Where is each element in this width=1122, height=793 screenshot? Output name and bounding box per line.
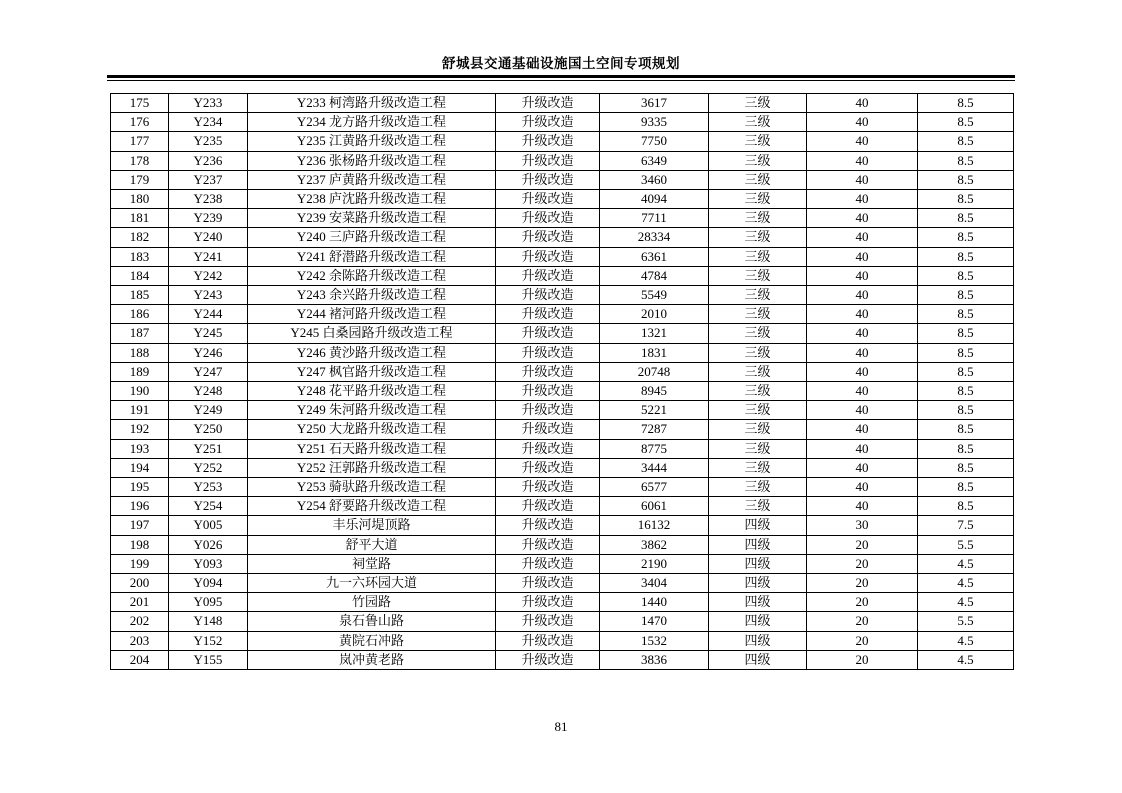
table-cell: 20 (807, 535, 918, 554)
table-cell: 1321 (600, 324, 709, 343)
table-cell: 三级 (709, 420, 807, 439)
table-cell: 16132 (600, 516, 709, 535)
table-cell: 180 (111, 190, 169, 209)
table-cell: 1440 (600, 593, 709, 612)
table-cell: 40 (807, 343, 918, 362)
table-cell: 8.5 (918, 286, 1014, 305)
table-cell: 升级改造 (496, 343, 600, 362)
table-row (111, 286, 1014, 305)
table-cell: 四级 (709, 554, 807, 573)
table-row (111, 170, 1014, 189)
table-cell: Y236 张杨路升级改造工程 (248, 151, 496, 170)
table-cell: Y239 安菜路升级改造工程 (248, 209, 496, 228)
table-cell: 升级改造 (496, 362, 600, 381)
table-cell: 197 (111, 516, 169, 535)
table-cell: 201 (111, 593, 169, 612)
table-cell: 升级改造 (496, 324, 600, 343)
table-cell: 3460 (600, 170, 709, 189)
table-cell: 40 (807, 94, 918, 113)
table-cell: 191 (111, 401, 169, 420)
table-cell: 1532 (600, 631, 709, 650)
table-row (111, 631, 1014, 650)
table-cell: 177 (111, 132, 169, 151)
table-cell: 193 (111, 439, 169, 458)
table-cell: 184 (111, 266, 169, 285)
table-cell: 升级改造 (496, 574, 600, 593)
table-cell: Y093 (169, 554, 248, 573)
table-cell: 三级 (709, 362, 807, 381)
table-cell: Y005 (169, 516, 248, 535)
table-cell: 升级改造 (496, 535, 600, 554)
table-cell: 升级改造 (496, 132, 600, 151)
road-upgrade-projects-table (110, 93, 1014, 670)
table-cell: 198 (111, 535, 169, 554)
table-cell: 1470 (600, 612, 709, 631)
table-cell: 4.5 (918, 631, 1014, 650)
table-cell: Y240 (169, 228, 248, 247)
table-row (111, 324, 1014, 343)
table-row (111, 554, 1014, 573)
table-cell: 20 (807, 554, 918, 573)
table-cell: 升级改造 (496, 458, 600, 477)
table-cell: Y239 (169, 209, 248, 228)
table-cell: 6061 (600, 497, 709, 516)
table-cell: Y247 (169, 362, 248, 381)
table-cell: Y238 庐沈路升级改造工程 (248, 190, 496, 209)
table-cell: Y249 朱河路升级改造工程 (248, 401, 496, 420)
table-cell: 四级 (709, 516, 807, 535)
table-row (111, 612, 1014, 631)
table-cell: 升级改造 (496, 401, 600, 420)
table-cell: 8.5 (918, 343, 1014, 362)
table-cell: 四级 (709, 535, 807, 554)
table-cell: 三级 (709, 401, 807, 420)
table-cell: 三级 (709, 478, 807, 497)
table-cell: 186 (111, 305, 169, 324)
table-cell: 40 (807, 228, 918, 247)
table-cell: 40 (807, 382, 918, 401)
table-cell: Y245 (169, 324, 248, 343)
header-rule (107, 75, 1015, 81)
table-cell: 40 (807, 151, 918, 170)
table-cell: Y251 (169, 439, 248, 458)
table-cell: 黄院石冲路 (248, 631, 496, 650)
table-cell: 40 (807, 401, 918, 420)
table-cell: 40 (807, 247, 918, 266)
table-cell: 升级改造 (496, 228, 600, 247)
table-row (111, 420, 1014, 439)
table-cell: 升级改造 (496, 190, 600, 209)
table-cell: 升级改造 (496, 650, 600, 669)
table-cell: 40 (807, 209, 918, 228)
table-cell: 8.5 (918, 190, 1014, 209)
table-cell: 三级 (709, 343, 807, 362)
table-row (111, 650, 1014, 669)
table-cell: Y244 (169, 305, 248, 324)
table-cell: 175 (111, 94, 169, 113)
table-cell: Y250 大龙路升级改造工程 (248, 420, 496, 439)
table-cell: 5.5 (918, 612, 1014, 631)
table-cell: 四级 (709, 574, 807, 593)
table-row (111, 305, 1014, 324)
table-cell: 8.5 (918, 439, 1014, 458)
header-title: 舒城县交通基础设施国土空间专项规划 (442, 56, 680, 71)
table-cell: 三级 (709, 247, 807, 266)
table-cell: 7287 (600, 420, 709, 439)
table-cell: 6361 (600, 247, 709, 266)
table-row (111, 151, 1014, 170)
table-row (111, 228, 1014, 247)
page-number: 81 (554, 719, 568, 734)
table-cell: 三级 (709, 209, 807, 228)
table-cell: 204 (111, 650, 169, 669)
table-cell: 8.5 (918, 94, 1014, 113)
table-cell: Y234 龙方路升级改造工程 (248, 113, 496, 132)
table-cell: 40 (807, 478, 918, 497)
table-cell: 40 (807, 324, 918, 343)
table-cell: Y246 (169, 343, 248, 362)
table-cell: 泉石鲁山路 (248, 612, 496, 631)
table-cell: Y251 石天路升级改造工程 (248, 439, 496, 458)
table-cell: 三级 (709, 228, 807, 247)
table-cell: 20 (807, 631, 918, 650)
table-cell: 8.5 (918, 420, 1014, 439)
table-cell: 4.5 (918, 554, 1014, 573)
table-cell: Y248 花平路升级改造工程 (248, 382, 496, 401)
table-cell: 三级 (709, 113, 807, 132)
table-cell: 190 (111, 382, 169, 401)
table-row (111, 190, 1014, 209)
table-cell: Y249 (169, 401, 248, 420)
table-cell: 187 (111, 324, 169, 343)
table-cell: 3836 (600, 650, 709, 669)
table-cell: 8.5 (918, 151, 1014, 170)
table-cell: Y235 (169, 132, 248, 151)
table-cell: 4.5 (918, 650, 1014, 669)
table-cell: Y152 (169, 631, 248, 650)
table-cell: 40 (807, 113, 918, 132)
table-cell: 194 (111, 458, 169, 477)
table-cell: 升级改造 (496, 209, 600, 228)
table-row (111, 113, 1014, 132)
table-cell: Y243 余兴路升级改造工程 (248, 286, 496, 305)
table-cell: 升级改造 (496, 554, 600, 573)
table-cell: Y236 (169, 151, 248, 170)
table-row (111, 497, 1014, 516)
table-cell: 8.5 (918, 458, 1014, 477)
table-cell: 7750 (600, 132, 709, 151)
table-cell: 7711 (600, 209, 709, 228)
table-cell: 三级 (709, 305, 807, 324)
table-cell: 6349 (600, 151, 709, 170)
table-cell: 4784 (600, 266, 709, 285)
page-footer (108, 719, 1014, 735)
table-cell: Y253 骑驮路升级改造工程 (248, 478, 496, 497)
table-cell: 20748 (600, 362, 709, 381)
table-cell: 4094 (600, 190, 709, 209)
table-row (111, 382, 1014, 401)
table-cell: 4.5 (918, 574, 1014, 593)
table-cell: 20 (807, 574, 918, 593)
table-cell: 三级 (709, 382, 807, 401)
table-cell: Y254 (169, 497, 248, 516)
table-row (111, 247, 1014, 266)
table-cell: 四级 (709, 650, 807, 669)
table-cell: 升级改造 (496, 439, 600, 458)
table-cell: Y237 (169, 170, 248, 189)
table-cell: 40 (807, 420, 918, 439)
table-cell: 三级 (709, 266, 807, 285)
table-row (111, 209, 1014, 228)
table-cell: Y247 枫官路升级改造工程 (248, 362, 496, 381)
table-cell: 丰乐河堤顶路 (248, 516, 496, 535)
header-rule-thick-line (107, 75, 1015, 78)
table-row (111, 343, 1014, 362)
table-cell: 8.5 (918, 228, 1014, 247)
table-cell: 8.5 (918, 401, 1014, 420)
table-cell: Y248 (169, 382, 248, 401)
table-cell: 8.5 (918, 170, 1014, 189)
table-row (111, 478, 1014, 497)
table-row (111, 401, 1014, 420)
table-cell: 5549 (600, 286, 709, 305)
table-cell: Y026 (169, 535, 248, 554)
table-cell: 40 (807, 266, 918, 285)
table-cell: 181 (111, 209, 169, 228)
table-cell: 岚冲黄老路 (248, 650, 496, 669)
table-row (111, 593, 1014, 612)
table-cell: 九一六环园大道 (248, 574, 496, 593)
table-cell: 升级改造 (496, 420, 600, 439)
table-cell: 三级 (709, 151, 807, 170)
table-cell: 8.5 (918, 478, 1014, 497)
table-cell: Y148 (169, 612, 248, 631)
table-cell: 四级 (709, 593, 807, 612)
table-cell: 三级 (709, 286, 807, 305)
table-cell: 200 (111, 574, 169, 593)
table-cell: Y238 (169, 190, 248, 209)
table-cell: 竹园路 (248, 593, 496, 612)
header-rule-thin-line (107, 80, 1015, 81)
table-cell: 28334 (600, 228, 709, 247)
table-cell: 40 (807, 497, 918, 516)
table-cell: 8.5 (918, 113, 1014, 132)
table-cell: 203 (111, 631, 169, 650)
table-cell: Y095 (169, 593, 248, 612)
table-cell: Y233 (169, 94, 248, 113)
table-cell: 40 (807, 439, 918, 458)
table-cell: 195 (111, 478, 169, 497)
table-cell: 升级改造 (496, 266, 600, 285)
table-cell: Y241 (169, 247, 248, 266)
table-cell: 8945 (600, 382, 709, 401)
table-cell: 6577 (600, 478, 709, 497)
table-cell: Y242 余陈路升级改造工程 (248, 266, 496, 285)
table-cell: 升级改造 (496, 478, 600, 497)
table-row (111, 516, 1014, 535)
table-cell: 7.5 (918, 516, 1014, 535)
table-cell: 三级 (709, 170, 807, 189)
table-cell: 192 (111, 420, 169, 439)
table-cell: 三级 (709, 190, 807, 209)
table-cell: 20 (807, 650, 918, 669)
table-cell: 升级改造 (496, 305, 600, 324)
table-cell: Y253 (169, 478, 248, 497)
table-cell: 升级改造 (496, 382, 600, 401)
table-cell: Y094 (169, 574, 248, 593)
table-cell: 升级改造 (496, 151, 600, 170)
table-cell: 4.5 (918, 593, 1014, 612)
table-cell: 8.5 (918, 209, 1014, 228)
table-cell: 升级改造 (496, 247, 600, 266)
table-cell: 三级 (709, 497, 807, 516)
table-cell: 20 (807, 593, 918, 612)
table-cell: 40 (807, 286, 918, 305)
table-cell: 三级 (709, 458, 807, 477)
table-cell: Y252 汪郭路升级改造工程 (248, 458, 496, 477)
table-cell: Y243 (169, 286, 248, 305)
table-cell: 185 (111, 286, 169, 305)
table-cell: Y254 舒要路升级改造工程 (248, 497, 496, 516)
table-cell: 8.5 (918, 247, 1014, 266)
table-cell: 升级改造 (496, 497, 600, 516)
table-cell: 祠堂路 (248, 554, 496, 573)
table-cell: 升级改造 (496, 593, 600, 612)
table-cell: 40 (807, 170, 918, 189)
table-cell: 四级 (709, 612, 807, 631)
table-cell: 升级改造 (496, 94, 600, 113)
table-cell: 升级改造 (496, 170, 600, 189)
table-cell: 升级改造 (496, 631, 600, 650)
table-cell: 3444 (600, 458, 709, 477)
table-cell: 202 (111, 612, 169, 631)
table-cell: 183 (111, 247, 169, 266)
table-cell: 三级 (709, 94, 807, 113)
table-cell: 40 (807, 458, 918, 477)
table-cell: 8.5 (918, 305, 1014, 324)
table-cell: Y241 舒潜路升级改造工程 (248, 247, 496, 266)
table-cell: 3404 (600, 574, 709, 593)
table-cell: 升级改造 (496, 612, 600, 631)
table-cell: Y246 黄沙路升级改造工程 (248, 343, 496, 362)
table-cell: Y252 (169, 458, 248, 477)
table-cell: Y237 庐黄路升级改造工程 (248, 170, 496, 189)
table-cell: 升级改造 (496, 113, 600, 132)
table-cell: 8.5 (918, 382, 1014, 401)
table-cell: 3862 (600, 535, 709, 554)
table-cell: Y235 江黄路升级改造工程 (248, 132, 496, 151)
table-cell: 2010 (600, 305, 709, 324)
table-row (111, 535, 1014, 554)
table-row (111, 362, 1014, 381)
table-cell: Y242 (169, 266, 248, 285)
table-cell: 舒平大道 (248, 535, 496, 554)
table-cell: 188 (111, 343, 169, 362)
table-row (111, 439, 1014, 458)
table-cell: 8.5 (918, 132, 1014, 151)
table-cell: Y155 (169, 650, 248, 669)
table-row (111, 132, 1014, 151)
table-cell: 2190 (600, 554, 709, 573)
table-cell: 40 (807, 305, 918, 324)
table-cell: 8.5 (918, 362, 1014, 381)
table-cell: 3617 (600, 94, 709, 113)
table-cell: 8.5 (918, 324, 1014, 343)
table-cell: Y250 (169, 420, 248, 439)
table-cell: 9335 (600, 113, 709, 132)
table-cell: Y234 (169, 113, 248, 132)
table-cell: 三级 (709, 324, 807, 343)
table-cell: 8.5 (918, 497, 1014, 516)
table-cell: 182 (111, 228, 169, 247)
table-cell: Y244 褚河路升级改造工程 (248, 305, 496, 324)
table-body (111, 94, 1014, 670)
table-row (111, 574, 1014, 593)
table-cell: 176 (111, 113, 169, 132)
table-cell: 5221 (600, 401, 709, 420)
table-cell: 四级 (709, 631, 807, 650)
table-cell: 8775 (600, 439, 709, 458)
table-cell: 40 (807, 190, 918, 209)
table-cell: 30 (807, 516, 918, 535)
table-cell: 三级 (709, 439, 807, 458)
table-cell: 179 (111, 170, 169, 189)
table-cell: 178 (111, 151, 169, 170)
table-cell: 199 (111, 554, 169, 573)
table-cell: 40 (807, 362, 918, 381)
table-cell: 1831 (600, 343, 709, 362)
table-cell: 40 (807, 132, 918, 151)
table-cell: 189 (111, 362, 169, 381)
table-row (111, 94, 1014, 113)
table-cell: 升级改造 (496, 516, 600, 535)
table-cell: 196 (111, 497, 169, 516)
table-cell: Y233 柯湾路升级改造工程 (248, 94, 496, 113)
table-row (111, 266, 1014, 285)
table-cell: Y245 白桑园路升级改造工程 (248, 324, 496, 343)
table-cell: 升级改造 (496, 286, 600, 305)
table-row (111, 458, 1014, 477)
table-cell: 三级 (709, 132, 807, 151)
table-cell: 5.5 (918, 535, 1014, 554)
table-cell: 20 (807, 612, 918, 631)
table-cell: 8.5 (918, 266, 1014, 285)
table-cell: Y240 三庐路升级改造工程 (248, 228, 496, 247)
